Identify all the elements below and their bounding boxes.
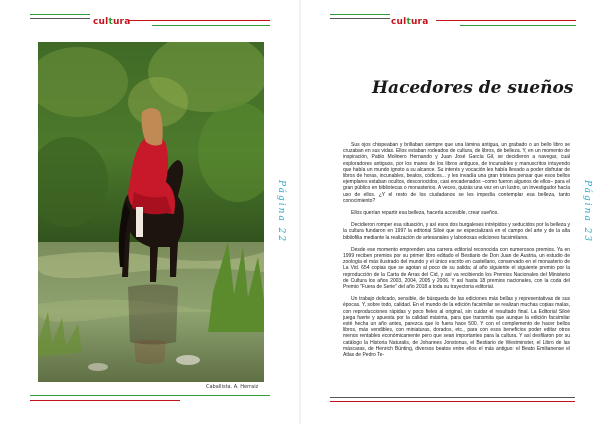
logo-text-2: t bbox=[406, 17, 411, 27]
header-rule-dark bbox=[330, 18, 390, 19]
logo-text-1: cul bbox=[391, 17, 407, 27]
header-rule-red bbox=[128, 20, 270, 21]
photo-illustration bbox=[38, 42, 264, 382]
article-paragraph: Sus ojos chispeaban y brillaban siempre que una lámina antigua, un grabado o un bello libro se cruzaban en sus vidas. Ellos estaban rodeados de cultura, de libros, de belleza. Y, en un momento de inspiración, Pablo Molinero Hernando y Juan José García Gil, se decidieron a navegar, cual exploradores antiguos, por los mares de los libros antiguos, de incunables y manuscritos intuyendo que había un mundo ignoto a su alcance. Su interés y vocación les había llevado a poder disfrutar de libros de horas, incunables, beatos, códices... y les invadía una gran tristeza pensar que esos bellos ejemplares estaban ocultos, desconocidos, casi encadenados –como fueron algunos de ellos– para el gran público en bibliotecas o monasterios. A veces, quizás una vez en un lustro, un investigador hacía uso de ellos. ¿Y el resto de los ciudadanos se les impedía contemplar esa belleza, tanto conocimiento? bbox=[343, 142, 570, 204]
photo-caption: Caballista. A. Herraiz bbox=[206, 384, 259, 390]
article-paragraph: Decidieron romper esa situación, y así esos dos burgaleses intrépidos y seducidos por la belleza y la cultura fundaron en 1997 la editorial Siloé que se especializará en el campo del arte y de la alta bibliofilia mediante la realización de artesanales y laboriosas ediciones facsimilares. bbox=[343, 222, 570, 241]
magazine-logo bbox=[93, 17, 130, 27]
logo-text-1: cul bbox=[93, 17, 109, 27]
article-title: Hacedores de sueños bbox=[372, 78, 574, 98]
header-rule-green bbox=[330, 14, 390, 15]
horse-rider-photo bbox=[38, 42, 264, 382]
magazine-logo bbox=[391, 17, 428, 27]
footer-rule-green bbox=[30, 395, 270, 396]
header-rule-green bbox=[152, 25, 270, 26]
article-paragraph: Desde ese momento emprenden una carrera editorial reconocida con numerosos premios. Ya en 1999 reciben premios por su primer libro editado el Bestiario de Don Juan de Austria, un estudio de zoología el más ilustrado del mundo y el único escrito en castellano, conservado en el monasterio de La Vid. 654 copias que se agotan al poco de su salida; al año siguiente el siguiente premio por la reproducción de la Carta de Arras del Cid, y así va recibiendo los Premios Nacionales del Ministerio de Cultura los años 2003, 2004, 2005 y 2006. Y así hasta 18 premios nacionales, con la coda del Premio "Fuera de Serie" del año 2018 a toda su trayectoria editorial. bbox=[343, 246, 570, 291]
header-rule-dark bbox=[30, 18, 90, 19]
header-rule-green bbox=[460, 25, 576, 26]
logo-text-3: ura bbox=[112, 17, 131, 27]
page-label-left: Página 22 bbox=[276, 180, 286, 244]
header-rule-green bbox=[30, 14, 90, 15]
header-rule-red bbox=[436, 20, 576, 21]
page-label-right: Página 23 bbox=[582, 180, 592, 244]
logo-text-2: t bbox=[108, 17, 113, 27]
logo-text-3: ura bbox=[410, 17, 429, 27]
footer-rule-red bbox=[30, 400, 180, 401]
article-paragraph: Ellos querían repartir esa belleza, hacerla accesible, crear sueños. bbox=[351, 210, 499, 217]
article-paragraph: Un trabajo delicado, sensible, de búsqueda de las ediciones más bellas y representativas de sus épocas. Y, sobre todo, calidad. En el mundo de la edición facsimilar se realizan muchas copias malas, con reproducciones rápidas y poco fieles al original, sin cuidar el resultado final. La Editorial Siloé juega fuerte y apuesta por la calidad máxima, para que transmita que aunque la edición facsimilar esté hecha un año antes, parezca que lo fuera hace 500. Y con el complemento de hacer bellos libros, más vendibles, con miniaturas, dorados, etc., para con esos beneficios poder editar otros menos rentables económicamente pero que sean importantes para la cultura. Y así desfilaron por su catálogo la Historia Naturalis, de Johannes Jonstonus, el Bestiario de Westminster, el Libro de las máscaras, de Henrich Bünting, diversos beatos entre ellos el más antiguo: el Beato Emilianense el Atlas de Pedro Te- bbox=[343, 296, 570, 359]
article-body bbox=[343, 142, 570, 404]
